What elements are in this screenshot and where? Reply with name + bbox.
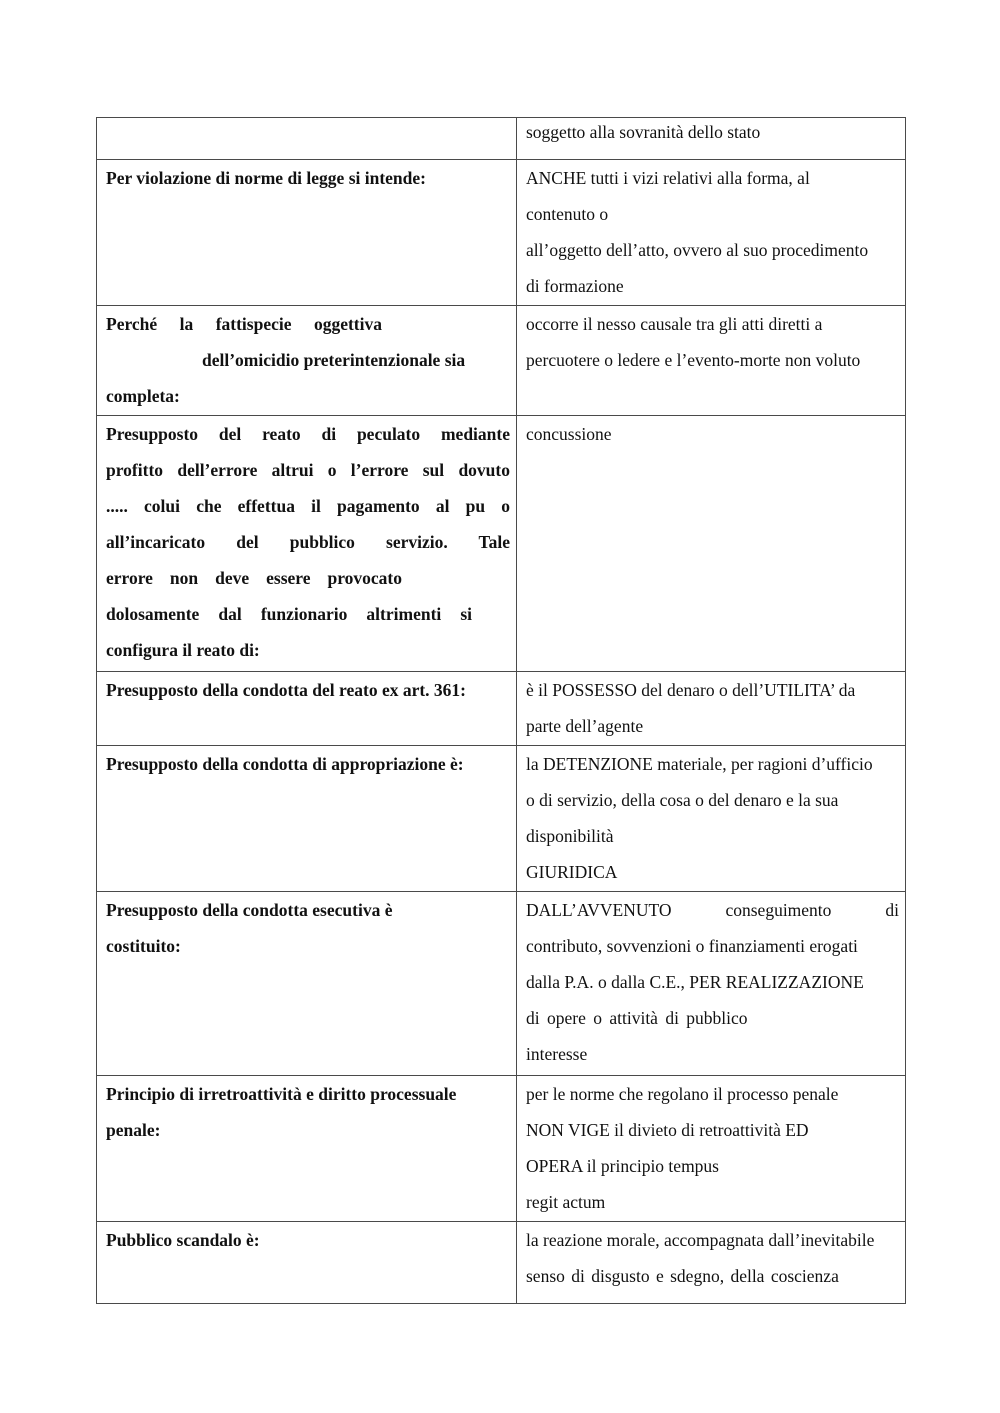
term-line: dolosamente dal funzionario altrimenti si <box>106 604 472 624</box>
definition-cell <box>517 672 906 746</box>
definition-line: è il POSSESSO del denaro o dell’UTILITA’ da <box>526 680 856 700</box>
definition-line: parte dell’agente <box>526 716 644 736</box>
definition-line: interesse <box>526 1044 588 1064</box>
definition-cell <box>517 746 906 892</box>
definitions-table <box>96 117 906 1304</box>
definition-line: all’oggetto dell’atto, ovvero al suo procedimento <box>526 240 869 260</box>
term-cell <box>97 118 517 160</box>
definition-line: ANCHE tutti i vizi relativi alla forma, al <box>526 168 810 188</box>
term-line: completa: <box>106 386 180 406</box>
term-line: Pubblico scandalo è: <box>106 1230 260 1250</box>
table-row <box>97 306 906 416</box>
term-cell <box>97 672 517 746</box>
term-line: all’incaricato del pubblico servizio. Tale <box>106 532 510 552</box>
definition-cell <box>517 892 906 1076</box>
definition-line: percuotere o ledere e l’evento-morte non voluto <box>526 350 861 370</box>
definition-line: disponibilità <box>526 826 614 846</box>
definition-line: NON VIGE il divieto di retroattività ED <box>526 1120 809 1140</box>
definition-cell <box>517 1076 906 1222</box>
term-line: configura il reato di: <box>106 640 260 660</box>
term-line: errore non deve essere provocato <box>106 568 402 588</box>
definition-line: senso di disgusto e sdegno, della coscienza <box>526 1266 839 1286</box>
definition-cell <box>517 306 906 416</box>
definition-line: occorre il nesso causale tra gli atti diretti a <box>526 314 823 334</box>
definition-line: di formazione <box>526 276 624 296</box>
term-line: Principio di irretroattività e diritto processuale <box>106 1084 457 1104</box>
term-cell <box>97 306 517 416</box>
term-line: dell’omicidio preterintenzionale sia <box>202 350 466 370</box>
definition-cell <box>517 160 906 306</box>
definition-line: GIURIDICA <box>526 862 618 882</box>
term-cell <box>97 1076 517 1222</box>
definition-line: la reazione morale, accompagnata dall’inevitabile <box>526 1230 875 1250</box>
table-row <box>97 672 906 746</box>
definition-line: di opere o attività di pubblico <box>526 1008 748 1028</box>
table-row <box>97 892 906 1076</box>
term-cell <box>97 892 517 1076</box>
term-line: Presupposto del reato di peculato mediante <box>106 424 510 444</box>
term-line: Perché la fattispecie oggettiva <box>106 314 382 334</box>
table-row <box>97 1222 906 1304</box>
term-line: costituito: <box>106 936 181 956</box>
term-line: profitto dell’errore altrui o l’errore sul dovuto <box>106 460 510 480</box>
definition-cell <box>517 416 906 672</box>
definition-line: soggetto alla sovranità dello stato <box>526 122 761 142</box>
definition-line: OPERA il principio tempus <box>526 1156 719 1176</box>
term-line: ..... colui che effettua il pagamento al pu o <box>106 496 510 516</box>
table-row <box>97 416 906 672</box>
term-line: Presupposto della condotta esecutiva è <box>106 900 393 920</box>
definition-line: contributo, sovvenzioni o finanziamenti erogati <box>526 936 858 956</box>
definition-line: o di servizio, della cosa o del denaro e la sua <box>526 790 839 810</box>
term-cell <box>97 746 517 892</box>
definition-line: DALL’AVVENUTO conseguimento di <box>526 900 899 920</box>
term-cell <box>97 1222 517 1304</box>
table-row <box>97 118 906 160</box>
definition-line: concussione <box>526 424 612 444</box>
definition-line: dalla P.A. o dalla C.E., PER REALIZZAZIONE <box>526 972 864 992</box>
definition-line: la DETENZIONE materiale, per ragioni d’ufficio <box>526 754 873 774</box>
term-line: Presupposto della condotta del reato ex art. 361: <box>106 680 467 700</box>
table-row <box>97 746 906 892</box>
definition-line: regit actum <box>526 1192 606 1212</box>
term-cell <box>97 160 517 306</box>
table-row <box>97 1076 906 1222</box>
term-cell <box>97 416 517 672</box>
definition-line: contenuto o <box>526 204 609 224</box>
term-line: penale: <box>106 1120 161 1140</box>
definition-cell <box>517 1222 906 1304</box>
table-row <box>97 160 906 306</box>
term-line: Presupposto della condotta di appropriazione è: <box>106 754 464 774</box>
definition-cell <box>517 118 906 160</box>
definition-line: per le norme che regolano il processo penale <box>526 1084 839 1104</box>
term-line: Per violazione di norme di legge si intende: <box>106 168 426 188</box>
